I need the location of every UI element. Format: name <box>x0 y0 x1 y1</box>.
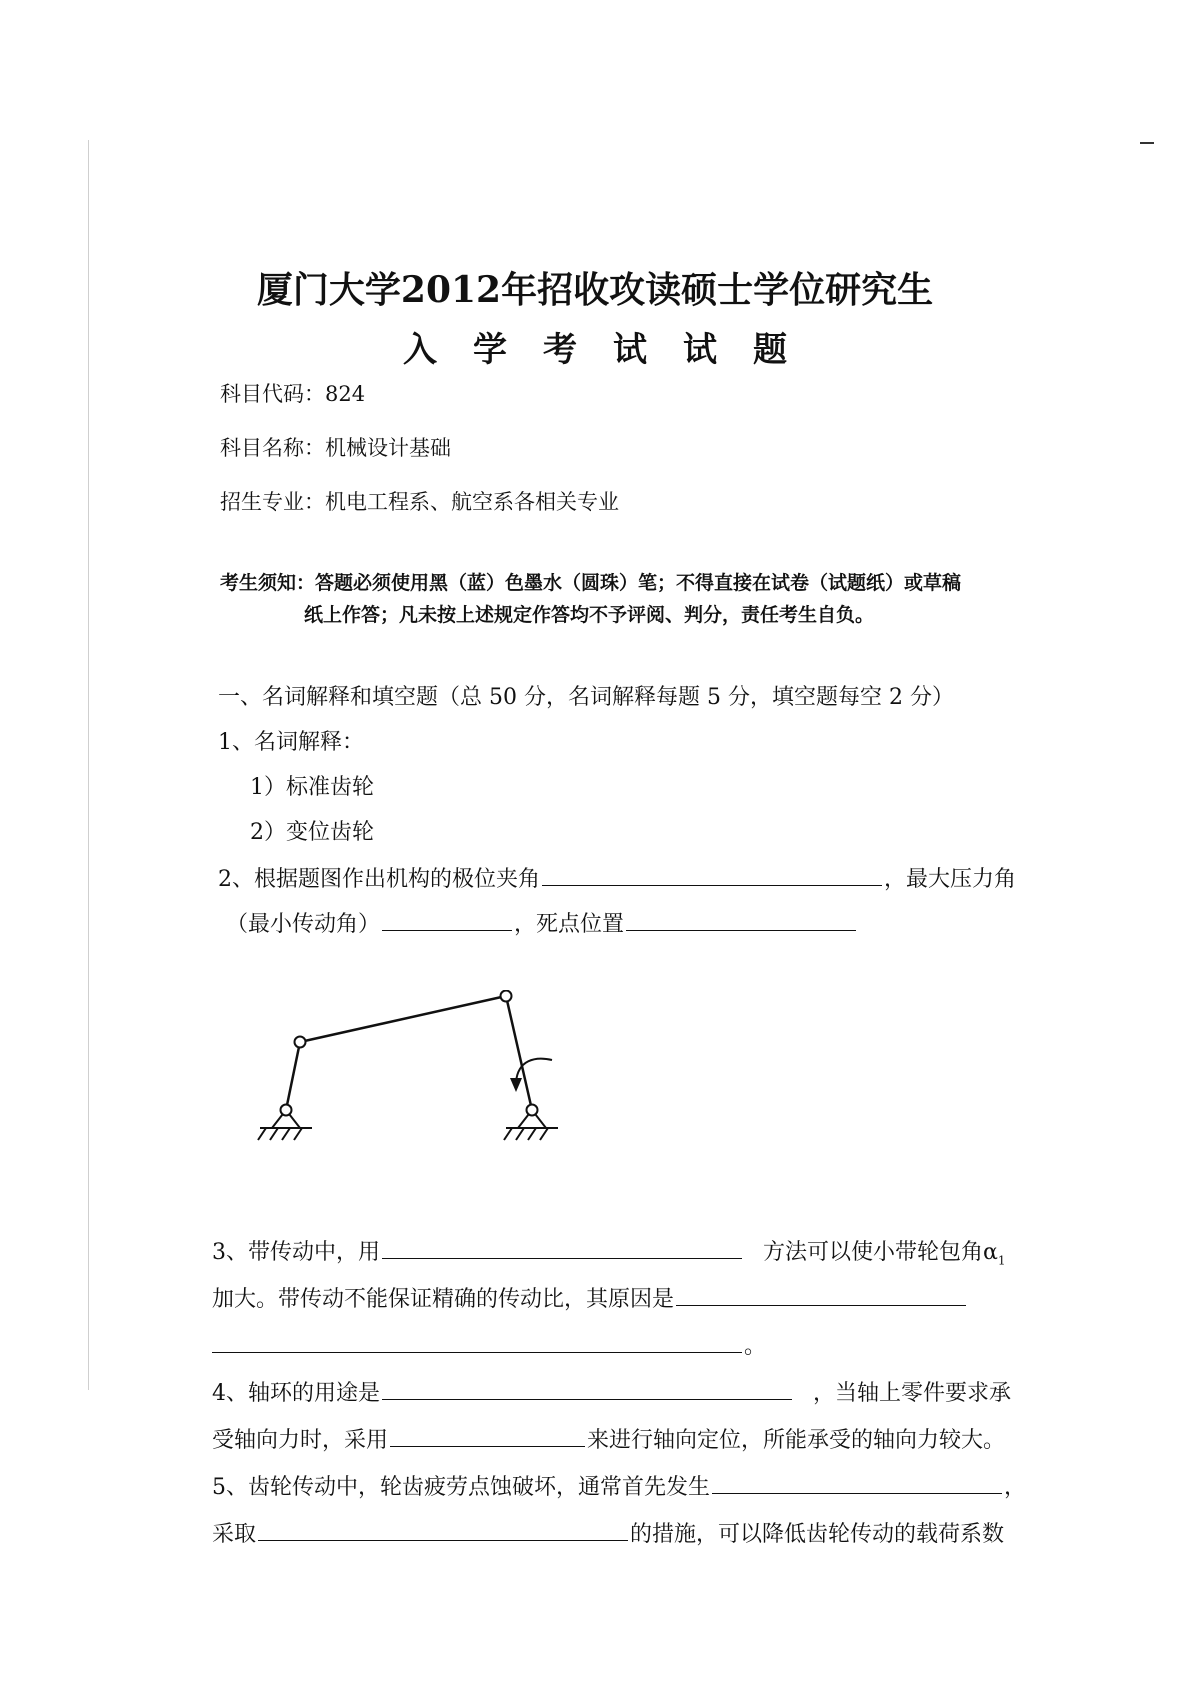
major-value: 机电工程系、航空系各相关专业 <box>325 490 619 514</box>
notice-line2: 纸上作答；凡未按上述规定作答均不予评阅、判分，责任考生自负。 <box>304 604 875 626</box>
q5-part2: ， <box>1004 1475 1027 1500</box>
joint-right-top <box>501 991 512 1002</box>
q3-part1: 3、带传动中，用 <box>212 1240 380 1265</box>
q3-alpha-subscript: 1 <box>997 1253 1006 1268</box>
q4-line2 <box>212 1423 1005 1454</box>
q2-blank-dead-point[interactable] <box>626 910 856 931</box>
q4-line1 <box>212 1376 1011 1407</box>
q1-label: 1、名词解释： <box>218 730 364 755</box>
q3-part4: 。 <box>744 1334 767 1359</box>
q5-part3: 采取 <box>212 1522 257 1547</box>
q5-blank-location[interactable] <box>712 1473 1002 1494</box>
subject-code-row <box>220 378 365 408</box>
linkage-right-crank <box>506 996 532 1110</box>
exam-title-line2: 入学考试试题 <box>403 330 823 370</box>
q5-line1 <box>212 1470 1026 1501</box>
major-label: 招生专业： <box>220 490 325 514</box>
rotation-arrow-head <box>510 1078 522 1092</box>
q1-item2: 2）变位齿轮 <box>250 820 374 845</box>
q3-blank-reason[interactable] <box>676 1285 966 1306</box>
q3-line2 <box>212 1282 968 1313</box>
exam-title-line1: 厦门大学2012年招收攻读硕士学位研究生 <box>256 269 934 311</box>
subject-code-value: 824 <box>325 382 366 406</box>
q4-part1: 4、轴环的用途是 <box>212 1381 380 1406</box>
q2-line2 <box>226 907 858 938</box>
q2-part2: ，最大压力角 <box>884 867 1017 892</box>
subject-code-label: 科目代码： <box>220 382 325 406</box>
q2-part3: （最小传动角） <box>226 912 381 937</box>
exam-notice <box>220 567 1040 631</box>
q1-item1: 1）标准齿轮 <box>250 775 374 800</box>
q3-blank-method[interactable] <box>382 1238 742 1259</box>
q2-line1 <box>218 862 1016 893</box>
left-ground-support <box>258 1105 312 1141</box>
q5-blank-measure[interactable] <box>258 1520 628 1541</box>
four-bar-linkage-diagram <box>250 990 570 1150</box>
q3-part3: 加大。带传动不能保证精确的传动比，其原因是 <box>212 1287 675 1312</box>
q3-part2: 方法可以使小带轮包角α <box>763 1240 998 1265</box>
q5-part1: 5、齿轮传动中，轮齿疲劳点蚀破坏，通常首先发生 <box>212 1475 710 1500</box>
linkage-left-rocker <box>286 1042 300 1110</box>
major-row <box>220 486 619 516</box>
q2-part1: 2、根据题图作出机构的极位夹角 <box>218 867 540 892</box>
q5-part4: 的措施，可以降低齿轮传动的载荷系数 <box>630 1522 1005 1547</box>
notice-line1: 考生须知：答题必须使用黑（蓝）色墨水（圆珠）笔；不得直接在试卷（试题纸）或草稿 <box>220 572 962 594</box>
q4-blank-purpose[interactable] <box>382 1379 792 1400</box>
q3-blank-reason-cont[interactable] <box>212 1332 742 1353</box>
linkage-coupler <box>300 996 506 1042</box>
subject-name-label: 科目名称： <box>220 436 325 460</box>
q4-part4: 来进行轴向定位，所能承受的轴向力较大。 <box>587 1428 1006 1453</box>
q2-blank-extreme-angle[interactable] <box>542 865 882 886</box>
q4-part2: ，当轴上零件要求承 <box>813 1381 1012 1406</box>
subject-name-value: 机械设计基础 <box>325 436 451 460</box>
section1-heading: 一、名词解释和填空题（总 50 分，名词解释每题 5 分，填空题每空 2 分） <box>218 685 954 710</box>
q2-part4: ，死点位置 <box>514 912 625 937</box>
q4-blank-method[interactable] <box>390 1426 585 1447</box>
q5-line2 <box>212 1517 1004 1548</box>
q3-line1 <box>212 1235 1006 1267</box>
q2-blank-pressure-angle[interactable] <box>382 910 512 931</box>
scan-corner-mark <box>1140 142 1154 144</box>
q4-part3: 受轴向力时，采用 <box>212 1428 389 1453</box>
joint-left-top <box>295 1037 306 1048</box>
subject-name-row <box>220 432 451 462</box>
q3-line3 <box>212 1329 766 1360</box>
right-ground-support <box>504 1105 558 1141</box>
